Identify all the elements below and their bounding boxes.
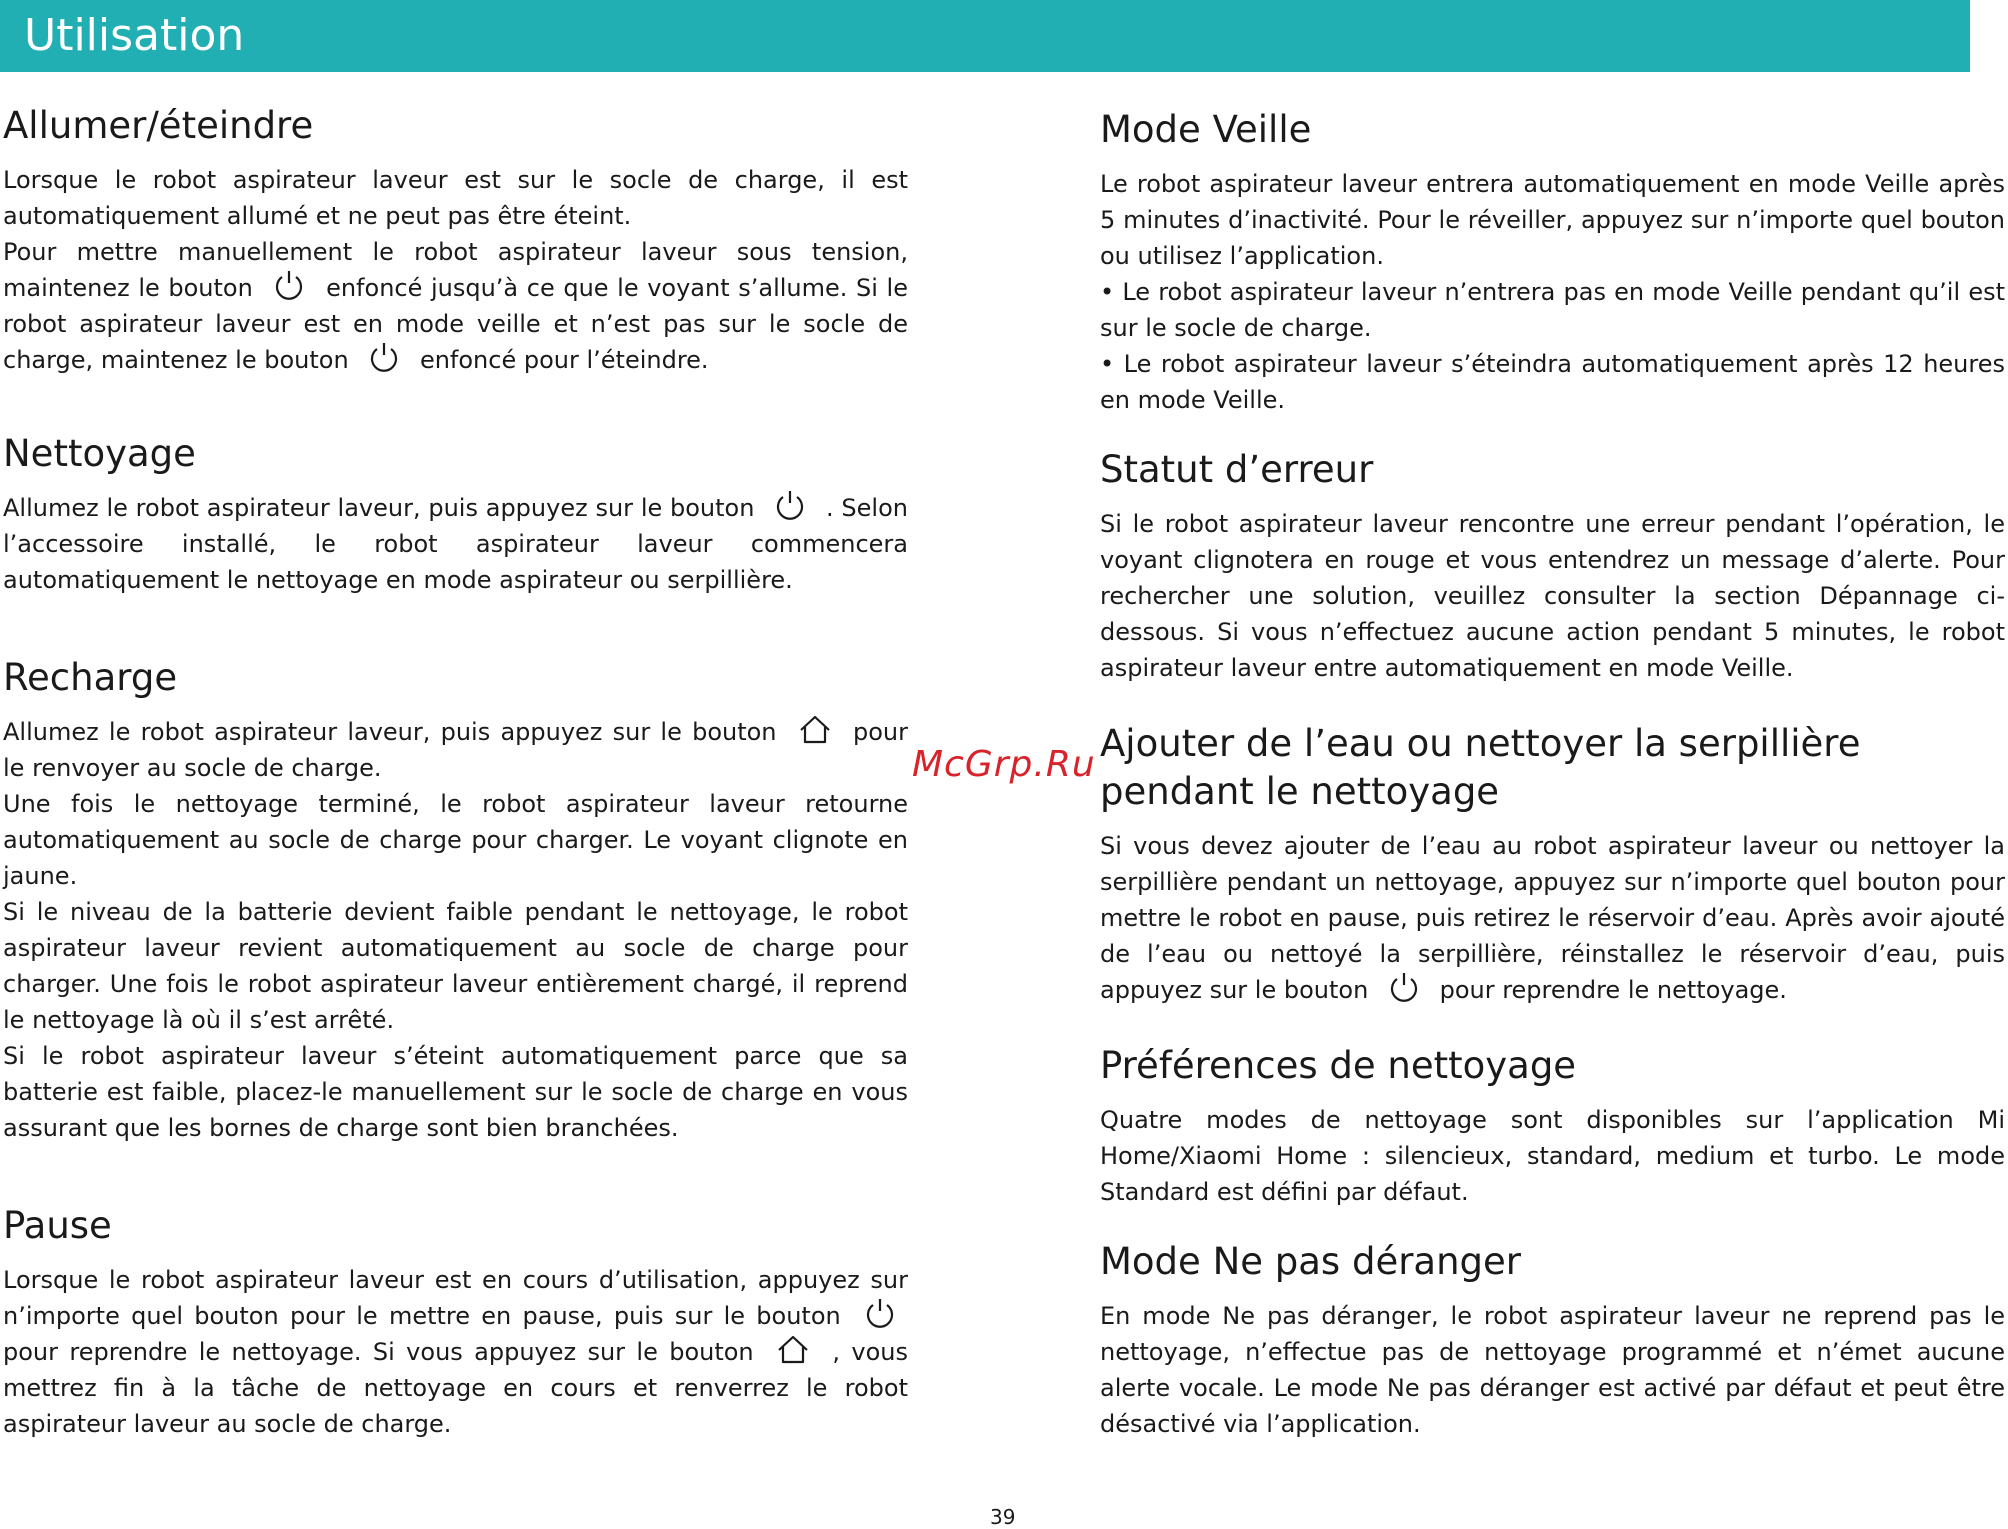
header-banner xyxy=(0,0,1970,72)
section-heading: Statut d’erreur xyxy=(1100,448,1374,491)
right-column xyxy=(1100,106,2005,1442)
power-icon xyxy=(860,1296,900,1332)
paragraph: Le robot aspirateur laveur entrera automatiquement en mode Veille après 5 minutes d’inactivité. Pour le réveiller, appuyez sur n’importe quel bouton ou utilisez l’application. xyxy=(1100,170,2005,270)
section-heading: Préférences de nettoyage xyxy=(1100,1044,1577,1087)
section-cleaning xyxy=(3,430,908,598)
bullet-item: • Le robot aspirateur laveur s’éteindra automatiquement après 12 heures en mode Veille. xyxy=(1100,350,2005,414)
section-standby xyxy=(1100,106,2005,418)
section-heading: Ajouter de l’eau ou nettoyer la serpillière pendant le nettoyage xyxy=(1100,722,1861,813)
paragraph: Si vous devez ajouter de l’eau au robot aspirateur laveur ou nettoyer la serpillière pendant un nettoyage, appuyez sur n’importe quel bouton pour mettre le robot en pause, puis retirez le réservoir d’eau. Après avoir ajouté de l’eau ou nettoyé la serpillière, réinstallez le réservoir d’eau, puis appuyez sur le bouton pour reprendre le nettoyage. xyxy=(1100,832,2005,1004)
paragraph: En mode Ne pas déranger, le robot aspirateur laveur ne reprend pas le nettoyage, n’effectue pas de nettoyage programmé et n’émet aucune alerte vocale. Le mode Ne pas déranger est activé par défaut et peut être désactivé via l’application. xyxy=(1100,1302,2005,1438)
paragraph: Lorsque le robot aspirateur laveur est en cours d’utilisation, appuyez sur n’importe quel bouton pour le mettre en pause, puis sur le bouton pour reprendre le nettoyage. Si vous appuyez sur le bouton , vous mettrez fin à la tâche de nettoyage en cours et renverrez le robot aspirateur laveur au socle de charge. xyxy=(3,1266,909,1438)
paragraph: Une fois le nettoyage terminé, le robot aspirateur laveur retourne automatiquement au socle de charge pour charger. Le voyant clignote en jaune. xyxy=(3,790,908,890)
section-water xyxy=(1100,720,2005,1008)
power-icon xyxy=(269,268,309,304)
section-heading: Pause xyxy=(3,1204,112,1247)
paragraph: Pour mettre manuellement le robot aspirateur laveur sous tension, maintenez le bouton enfoncé jusqu’à ce que le voyant s’allume. Si le robot aspirateur laveur est en mode veille et n’est pas sur le socle de charge, maintenez le bouton enfoncé pour l’éteindre. xyxy=(3,238,908,374)
paragraph: Allumez le robot aspirateur laveur, puis appuyez sur le bouton . Selon l’accessoire installé, le robot aspirateur laveur commencera automatiquement le nettoyage en mode aspirateur ou serpillière. xyxy=(3,490,908,598)
paragraph: Si le robot aspirateur laveur s’éteint automatiquement parce que sa batterie est faible, placez-le manuellement sur le socle de charge en vous assurant que les bornes de charge sont bien branchées. xyxy=(3,1042,908,1142)
section-error xyxy=(1100,446,2005,686)
paragraph: Lorsque le robot aspirateur laveur est sur le socle de charge, il est automatiquement allumé et ne peut pas être éteint. xyxy=(3,166,908,230)
watermark: McGrp.Ru xyxy=(912,744,1096,785)
section-heading: Mode Veille xyxy=(1100,108,1312,151)
home-icon xyxy=(773,1332,813,1368)
power-icon xyxy=(364,340,404,376)
section-heading: Mode Ne pas déranger xyxy=(1100,1240,1522,1283)
home-icon xyxy=(795,712,835,748)
left-column xyxy=(3,102,908,1442)
paragraph: Si le niveau de la batterie devient faible pendant le nettoyage, le robot aspirateur laveur revient automatiquement au socle de charge pour charger. Une fois le robot aspirateur laveur entièrement chargé, il reprend le nettoyage là où il s’est arrêté. xyxy=(3,898,908,1034)
section-preferences xyxy=(1100,1042,2005,1210)
section-heading: Recharge xyxy=(3,656,178,699)
paragraph: Si le robot aspirateur laveur rencontre une erreur pendant l’opération, le voyant clignotera en rouge et vous entendrez un message d’alerte. Pour rechercher une solution, veuillez consulter la section Dépannage ci-dessous. Si vous n’effectuez aucune action pendant 5 minutes, le robot aspirateur laveur entre automatiquement en mode Veille. xyxy=(1100,510,2005,682)
paragraph: Quatre modes de nettoyage sont disponibles sur l’application Mi Home/Xiaomi Home : silencieux, standard, medium et turbo. Le mode Standard est défini par défaut. xyxy=(1100,1106,2005,1206)
section-recharge xyxy=(3,654,908,1146)
page-title: Utilisation xyxy=(24,10,245,61)
paragraph: Allumez le robot aspirateur laveur, puis appuyez sur le bouton pour le renvoyer au socle de charge. xyxy=(3,714,908,786)
section-pause xyxy=(3,1202,908,1442)
page-number: 39 xyxy=(990,1505,1016,1529)
section-heading: Nettoyage xyxy=(3,432,196,475)
bullet-item: • Le robot aspirateur laveur n’entrera pas en mode Veille pendant qu’il est sur le socle de charge. xyxy=(1100,278,2005,342)
power-icon xyxy=(770,488,810,524)
section-heading: Allumer/éteindre xyxy=(3,104,314,147)
section-power xyxy=(3,102,908,378)
power-icon xyxy=(1384,970,1424,1006)
section-dnd xyxy=(1100,1238,2005,1442)
